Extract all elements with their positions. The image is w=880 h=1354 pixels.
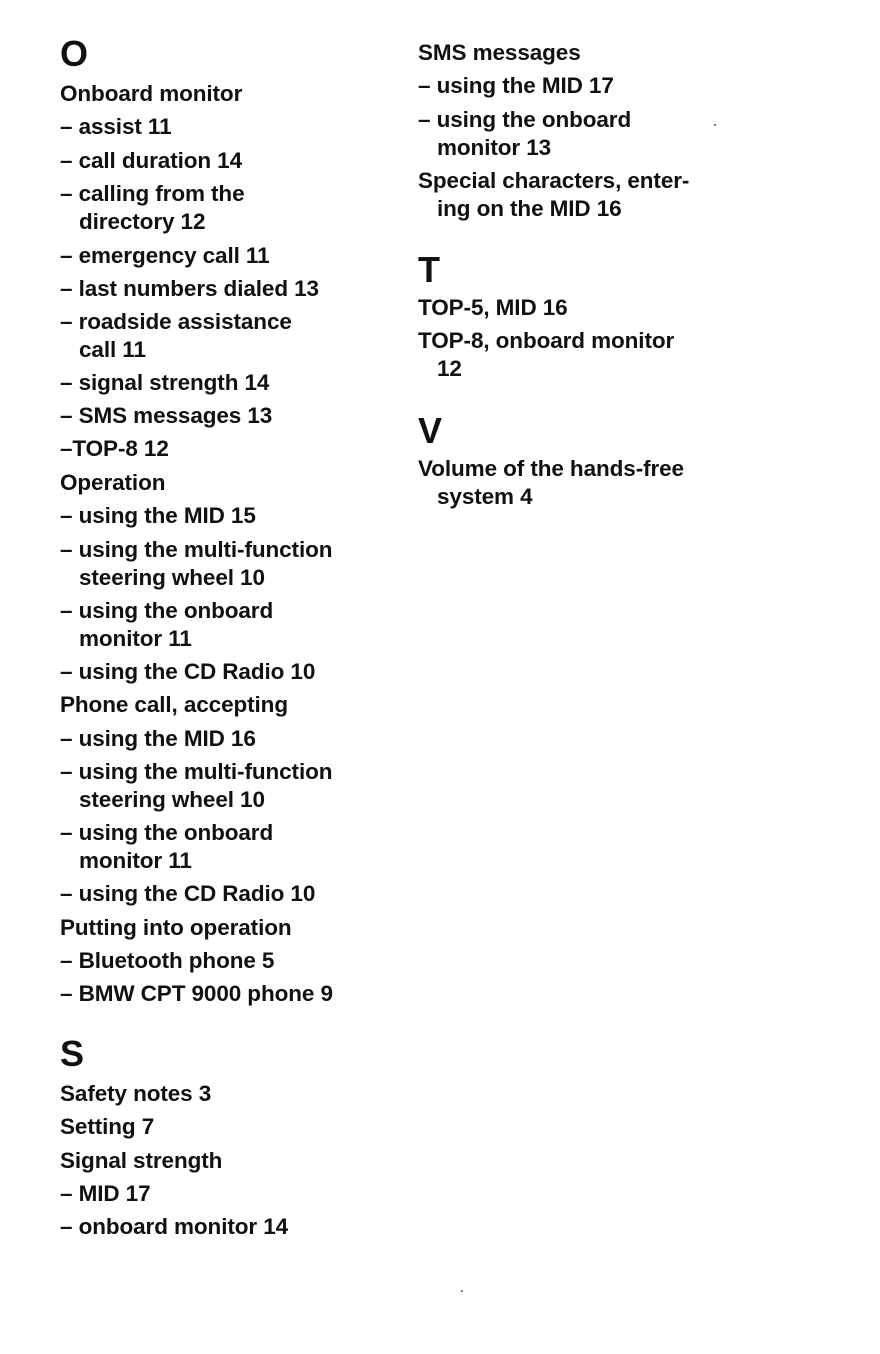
index-entry-cont: 12 [437,356,462,381]
index-subentry: – using the multi-function [60,537,333,562]
section-letter-o: O [60,33,89,74]
index-subentry-cont: monitor 11 [79,848,192,873]
scan-speck [714,124,716,126]
index-subentry: – MID 17 [60,1181,151,1206]
index-subentry: – signal strength 14 [60,370,270,395]
index-entry: Phone call, accepting [60,692,288,717]
index-subentry-cont: steering wheel 10 [79,565,265,590]
index-subentry-cont: call 11 [79,337,146,362]
index-subentry-cont: directory 12 [79,209,206,234]
index-subentry: – using the MID 16 [60,726,256,751]
index-subentry: – onboard monitor 14 [60,1214,289,1239]
index-subentry-cont: monitor 13 [437,135,552,160]
index-subentry: – using the onboard [60,820,274,845]
index-subentry: – using the CD Radio 10 [60,659,316,684]
index-subentry: – call duration 14 [60,148,243,173]
section-letter-t: T [418,249,440,290]
index-subentry: – using the MID 15 [60,503,256,528]
index-entry: Special characters, enter- [418,168,690,193]
index-subentry: – calling from the [60,181,245,206]
section-letter-s: S [60,1033,85,1074]
index-subentry: – emergency call 11 [60,243,270,268]
index-entry-cont: ing on the MID 16 [437,196,622,221]
index-subentry: – Bluetooth phone 5 [60,948,275,973]
index-subentry-cont: monitor 11 [79,626,192,651]
index-subentry: – BMW CPT 9000 phone 9 [60,981,333,1006]
index-entry: Onboard monitor [60,81,243,106]
index-entry: Safety notes 3 [60,1081,212,1106]
index-entry-cont: system 4 [437,484,533,509]
index-subentry: – using the MID 17 [418,73,614,98]
index-subentry-cont: steering wheel 10 [79,787,265,812]
index-entry: Operation [60,470,166,495]
index-entry: Signal strength [60,1148,223,1173]
index-subentry: – using the CD Radio 10 [60,881,316,906]
index-subentry: – using the multi-function [60,759,333,784]
index-subentry: – last numbers dialed 13 [60,276,319,301]
section-letter-v: V [418,410,443,451]
index-subentry: – roadside assistance [60,309,292,334]
index-subentry: –TOP-8 12 [60,436,169,461]
index-entry: Volume of the hands-free [418,456,684,481]
scan-speck [461,1290,463,1292]
index-subentry: – using the onboard [60,598,274,623]
index-subentry: – assist 11 [60,114,172,139]
index-entry: TOP-8, onboard monitor [418,328,675,353]
index-subentry: – SMS messages 13 [60,403,273,428]
index-entry: TOP-5, MID 16 [418,295,568,320]
index-entry: Putting into operation [60,915,292,940]
index-entry: Setting 7 [60,1114,155,1139]
index-subentry: – using the onboard [418,107,632,132]
index-entry: SMS messages [418,40,581,65]
